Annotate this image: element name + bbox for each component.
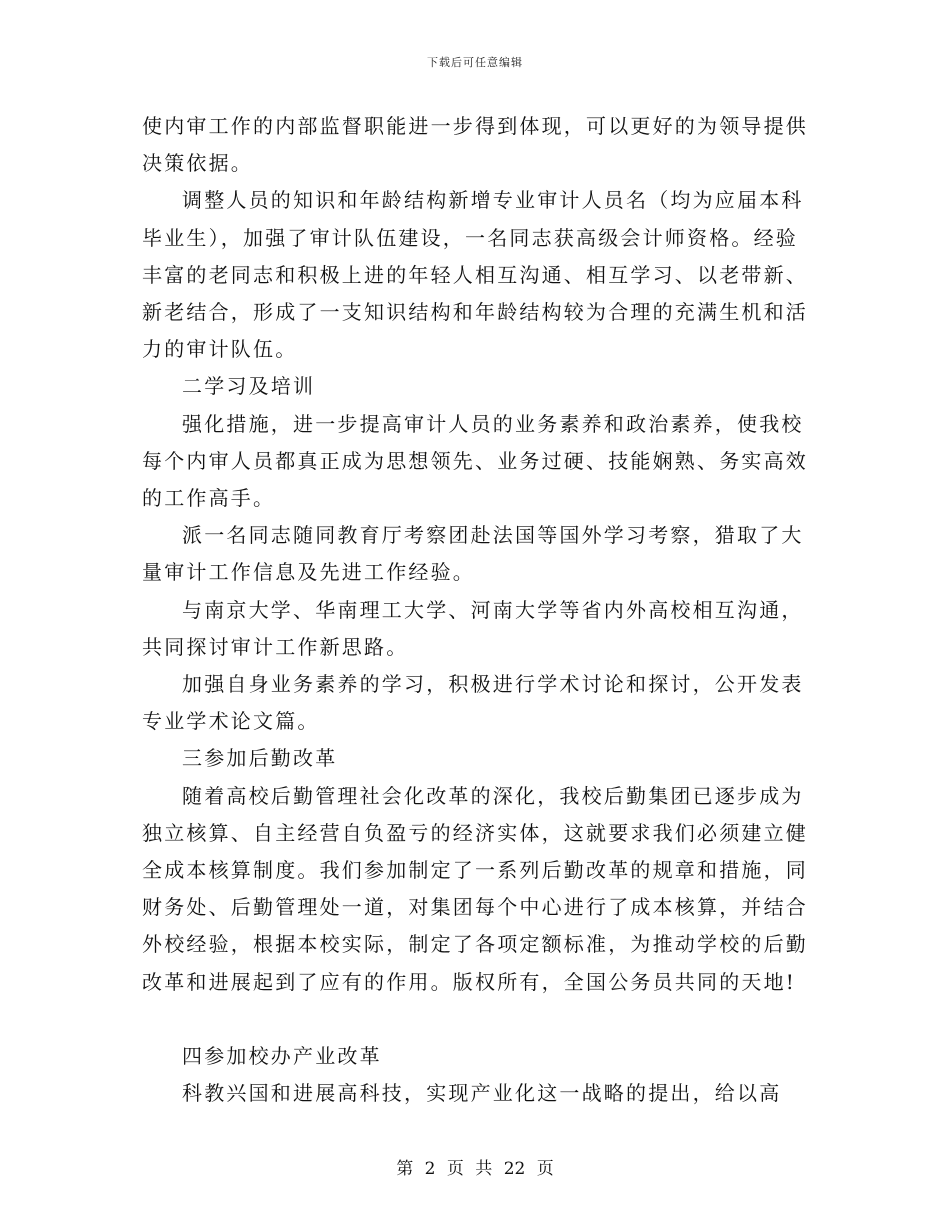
paragraph-4: 派一名同志随同教育厅考察团赴法国等国外学习考察，猎取了大量审计工作信息及先进工作经验。: [142, 523, 804, 585]
paragraph-spacer: [142, 1001, 812, 1038]
paragraph-5: 与南京大学、华南理工大学、河南大学等省内外高校相互沟通，共同探讨审计工作新思路。: [142, 597, 804, 659]
paragraph-8: 科教兴国和进展高科技，实现产业化这一战略的提出，给以高: [182, 1081, 782, 1106]
paragraph-7: 随着高校后勤管理社会化改革的深化，我校后勤集团已逐步成为独立核算、自主经营自负盈亏的经济实体，这就要求我们必须建立健全成本核算制度。我们参加制定了一系列后勤改革的规章和措施，同财务处、后勤管理处一道，对集团每个中心进行了成本核算，并结合外校经验，根据本校实际，制定了各项定额标准，为推动学校的后勤改革和进展起到了应有的作用。版权所有，全国公务员共同的天地!: [142, 783, 808, 994]
paragraph-1: 使内审工作的内部监督职能进一步得到体现，可以更好的为领导提供决策依据。: [142, 114, 808, 176]
section-heading-2: 二学习及培训: [182, 374, 316, 399]
paragraph-2: 调整人员的知识和年龄结构新增专业审计人员名（均为应届本科毕业生），加强了审计队伍建设，一名同志获高级会计师资格。经验丰富的老同志和积极上进的年轻人相互沟通、相互学习、以老带新、新老结合，形成了一支知识结构和年龄结构较为合理的充满生机和活力的审计队伍。: [142, 188, 808, 362]
section-heading-4: 四参加校办产业改革: [182, 1043, 382, 1068]
paragraph-6: 加强自身业务素养的学习，积极进行学术讨论和探讨，公开发表专业学术论文篇。: [142, 672, 804, 734]
paragraph-3: 强化措施，进一步提高审计人员的业务素养和政治素养，使我校每个内审人员都真正成为思想领先、业务过硬、技能娴熟、务实高效的工作高手。: [142, 411, 808, 511]
page-header: 下载后可任意编辑: [427, 56, 523, 69]
section-heading-3: 三参加后勤改革: [182, 746, 338, 771]
document-body: [142, 108, 812, 1112]
page-number: 第 2 页 共 22 页: [396, 1159, 554, 1179]
